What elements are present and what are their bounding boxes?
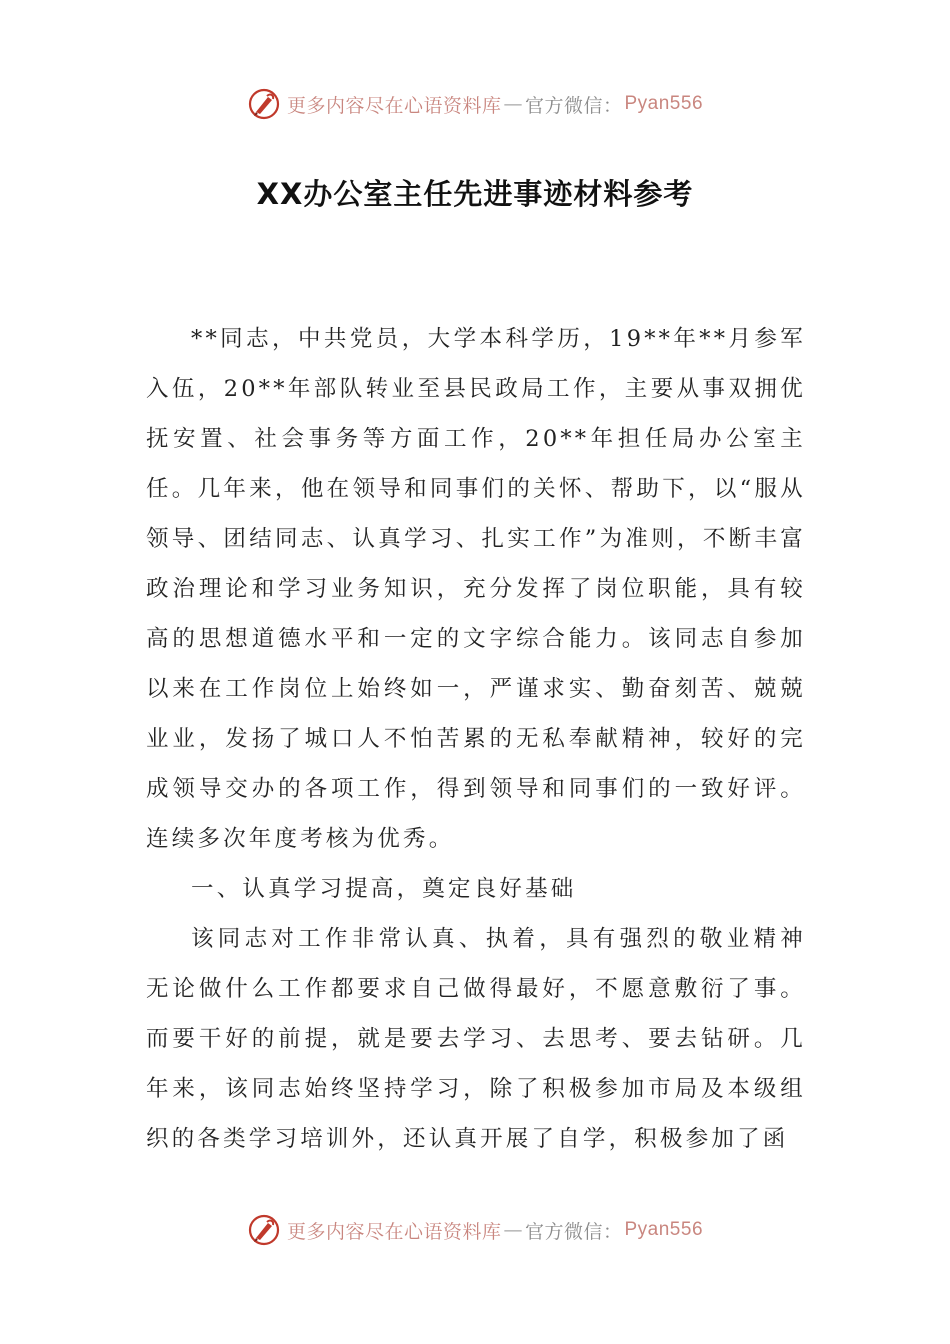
banner-text (287, 91, 703, 118)
banner-official-label: 官方微信： (524, 94, 623, 117)
banner-wechat-id: Pyan556 (624, 1219, 704, 1240)
section-heading: 一、认真学习提高，奠定良好基础 (191, 876, 577, 902)
footer-banner (0, 1208, 950, 1252)
pen-logo-icon (247, 1213, 281, 1247)
body-paragraph: 该同志对工作非常认真、执着，具有强烈的敬业精神无论做什么工作都要求自己做得最好，不愿意敷衍了事。而要干好的前提，就是要去学习、去思考、要去钻研。几年来，该同志始终坚持学习，除了积极参加市局及本级组织的各类学习培训外，还认真开展了自学，积极参加了函 (146, 926, 806, 1152)
body-paragraph: **同志，中共党员，大学本科学历，19**年**月参军入伍，20**年部队转业至县民政局工作，主要从事双拥优抚安置、社会事务等方面工作，20**年担任局办公室主任。几年来，他在领导和同事们的关怀、帮助下，以“服从领导、团结同志、认真学习、扎实工作”为准则，不断丰富政治理论和学习业务知识，充分发挥了岗位职能，具有较高的思想道德水平和一定的文字综合能力。该同志自参加以来在工作岗位上始终如一，严谨求实、勤奋刻苦、兢兢业业，发扬了城口人不怕苦累的无私奉献精神，较好的完成领导交办的各项工作，得到领导和同事们的一致好评。连续多次年度考核为优秀。 (146, 326, 806, 852)
document-title: XX办公室主任先进事迹材料参考 (256, 177, 694, 211)
banner-wechat-id: Pyan556 (624, 93, 704, 114)
document-body (146, 314, 806, 1164)
banner-promo-text: 更多内容尽在心语资料库 (286, 1220, 502, 1243)
header-banner (0, 82, 950, 126)
banner-promo-text: 更多内容尽在心语资料库 (286, 94, 502, 117)
banner-dash: — (503, 1219, 523, 1241)
pen-logo-icon (247, 87, 281, 121)
banner-dash: — (503, 93, 523, 115)
banner-text (287, 1217, 703, 1244)
banner-official-label: 官方微信： (524, 1220, 623, 1243)
